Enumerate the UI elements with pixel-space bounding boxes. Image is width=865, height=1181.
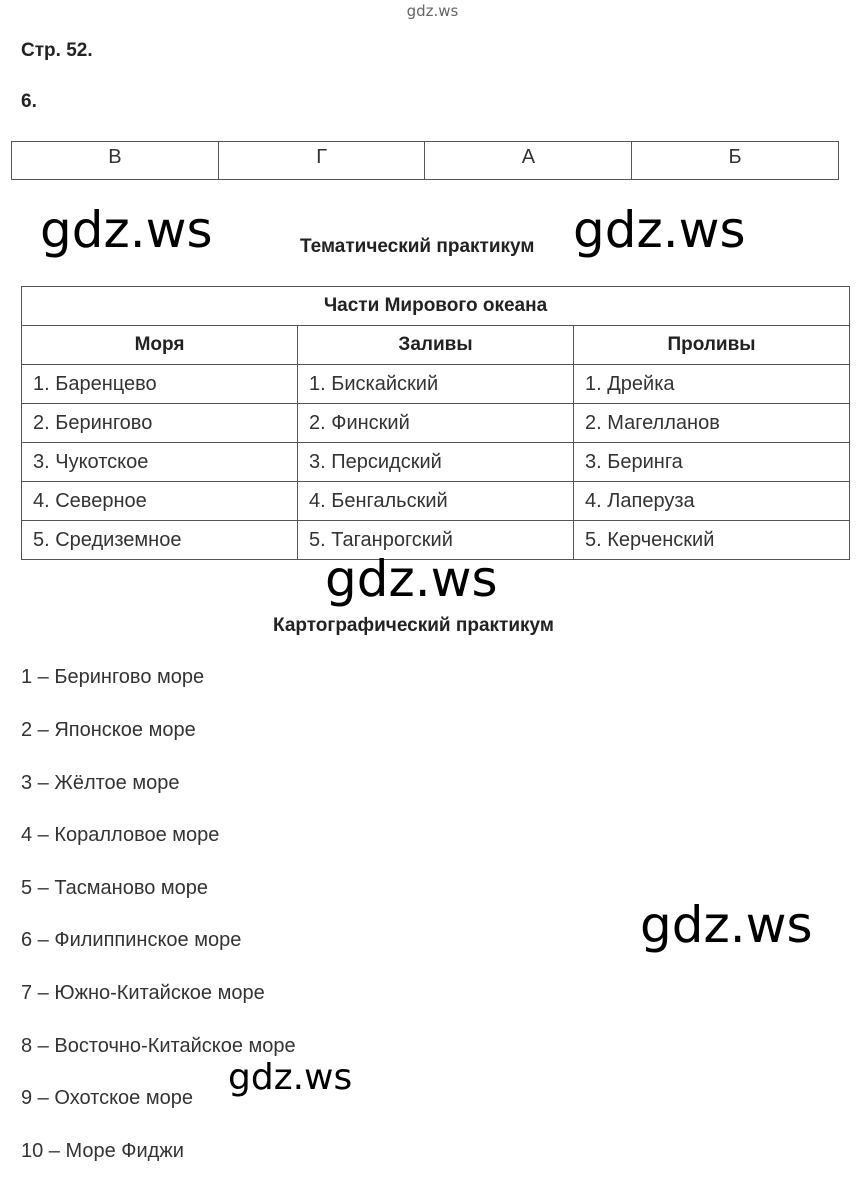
watermark: gdz.ws: [573, 201, 746, 259]
answer-cell: Г: [218, 142, 425, 180]
table-row: [22, 482, 850, 521]
table-cell: 2. Магелланов: [574, 404, 850, 443]
column-header-gulfs: Заливы: [298, 326, 574, 365]
list-item: 6 – Филиппинское море: [21, 929, 242, 951]
table-cell: 5. Керченский: [574, 521, 850, 560]
table-cell: 3. Беринга: [574, 443, 850, 482]
column-header-straits: Проливы: [574, 326, 850, 365]
page-label: Стр. 52.: [21, 40, 93, 61]
table-cell: 4. Бенгальский: [298, 482, 574, 521]
list-item: 4 – Коралловое море: [21, 824, 220, 846]
table-cell: 3. Персидский: [298, 443, 574, 482]
list-item: 3 – Жёлтое море: [21, 772, 180, 794]
table-title: Части Мирового океана: [22, 287, 850, 326]
answer-table: [11, 141, 839, 180]
watermark-top: gdz.ws: [406, 2, 459, 20]
table-row: [22, 443, 850, 482]
watermark: gdz.ws: [640, 896, 813, 954]
table-cell: 2. Финский: [298, 404, 574, 443]
table-cell: 4. Лаперуза: [574, 482, 850, 521]
table-cell: 2. Берингово: [22, 404, 298, 443]
table-title-row: [22, 287, 850, 326]
answer-cell: А: [425, 142, 632, 180]
column-header-seas: Моря: [22, 326, 298, 365]
watermark: gdz.ws: [40, 201, 213, 259]
list-item: 10 – Море Фиджи: [21, 1140, 184, 1162]
table-row: [22, 404, 850, 443]
cartographic-title: Картографический практикум: [273, 615, 554, 636]
thematic-title: Тематический практикум: [300, 236, 535, 257]
table-cell: 5. Таганрогский: [298, 521, 574, 560]
table-row: [22, 365, 850, 404]
watermark: gdz.ws: [228, 1057, 353, 1098]
list-item: 5 – Тасманово море: [21, 877, 209, 899]
table-cell: 1. Дрейка: [574, 365, 850, 404]
task-number: 6.: [21, 91, 37, 112]
table-cell: 1. Бискайский: [298, 365, 574, 404]
list-item: 7 – Южно-Китайское море: [21, 982, 265, 1004]
watermark: gdz.ws: [325, 550, 498, 608]
table-cell: 3. Чукотское: [22, 443, 298, 482]
table-cell: 5. Средиземное: [22, 521, 298, 560]
list-item: 9 – Охотское море: [21, 1087, 193, 1109]
list-item: 2 – Японское море: [21, 719, 196, 741]
answer-cell: Б: [632, 142, 839, 180]
table-cell: 1. Баренцево: [22, 365, 298, 404]
list-item: 1 – Берингово море: [21, 666, 205, 688]
answer-cell: В: [12, 142, 219, 180]
table-cell: 4. Северное: [22, 482, 298, 521]
list-item: 8 – Восточно-Китайское море: [21, 1035, 296, 1057]
table-header-row: [22, 326, 850, 365]
ocean-parts-table: [21, 286, 850, 560]
answer-row: [12, 142, 839, 180]
